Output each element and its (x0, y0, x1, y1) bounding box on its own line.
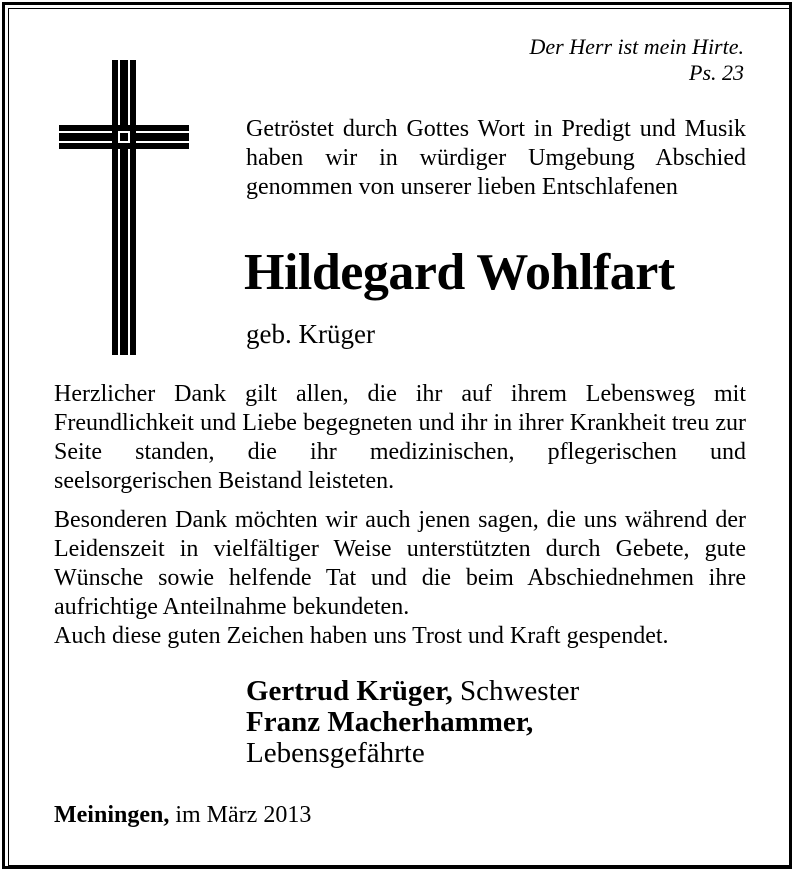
bible-verse (530, 34, 744, 86)
deceased-name: Hildegard Wohlfart (244, 244, 675, 301)
signers (246, 676, 579, 769)
intro-text: Getröstet durch Gottes Wort in Predigt und Musik haben wir in würdiger Umgebung Abschied genommen von unserer lieben Entschlafenen (246, 116, 746, 200)
signer-1-name: Gertrud Krüger, (246, 675, 453, 707)
place-date (54, 800, 311, 830)
signer-2-name: Franz Macherhammer, (246, 706, 534, 738)
birth-name: geb. Krüger (246, 319, 375, 349)
signer-2 (246, 707, 579, 738)
thanks-paragraph-2: Besonderen Dank möchten wir auch jenen sagen, die uns während der Leidenszeit in vielfältiger Weise unterstützten durch Gebete, gute Wünsche sowie helfende Tat und die beim Abschiednehmen ihre aufrichtige Anteilnahme bekundeten. (54, 507, 746, 620)
place: Meiningen, (54, 802, 170, 828)
bible-verse-text: Der Herr ist mein Hirte. (529, 34, 744, 59)
signer-1-relation: Schwester (452, 675, 580, 707)
thanks-paragraph-3: Auch diese guten Zeichen haben uns Trost und Kraft gespendet. (54, 623, 669, 649)
date: im März 2013 (169, 802, 312, 828)
thanks-paragraph-1: Herzlicher Dank gilt allen, die ihr auf ihrem Lebensweg mit Freundlichkeit und Liebe begegneten und ihr in ihrer Krankheit treu zur Seite standen, die ihr medizinischen, pflegerischen und seelsorgerischen Beistand leisteten. (54, 381, 746, 494)
cross-icon (59, 60, 189, 355)
signer-2-relation: Lebensgefährte (246, 737, 425, 769)
bible-verse-reference: Ps. 23 (689, 60, 744, 85)
signer-1 (246, 676, 579, 707)
